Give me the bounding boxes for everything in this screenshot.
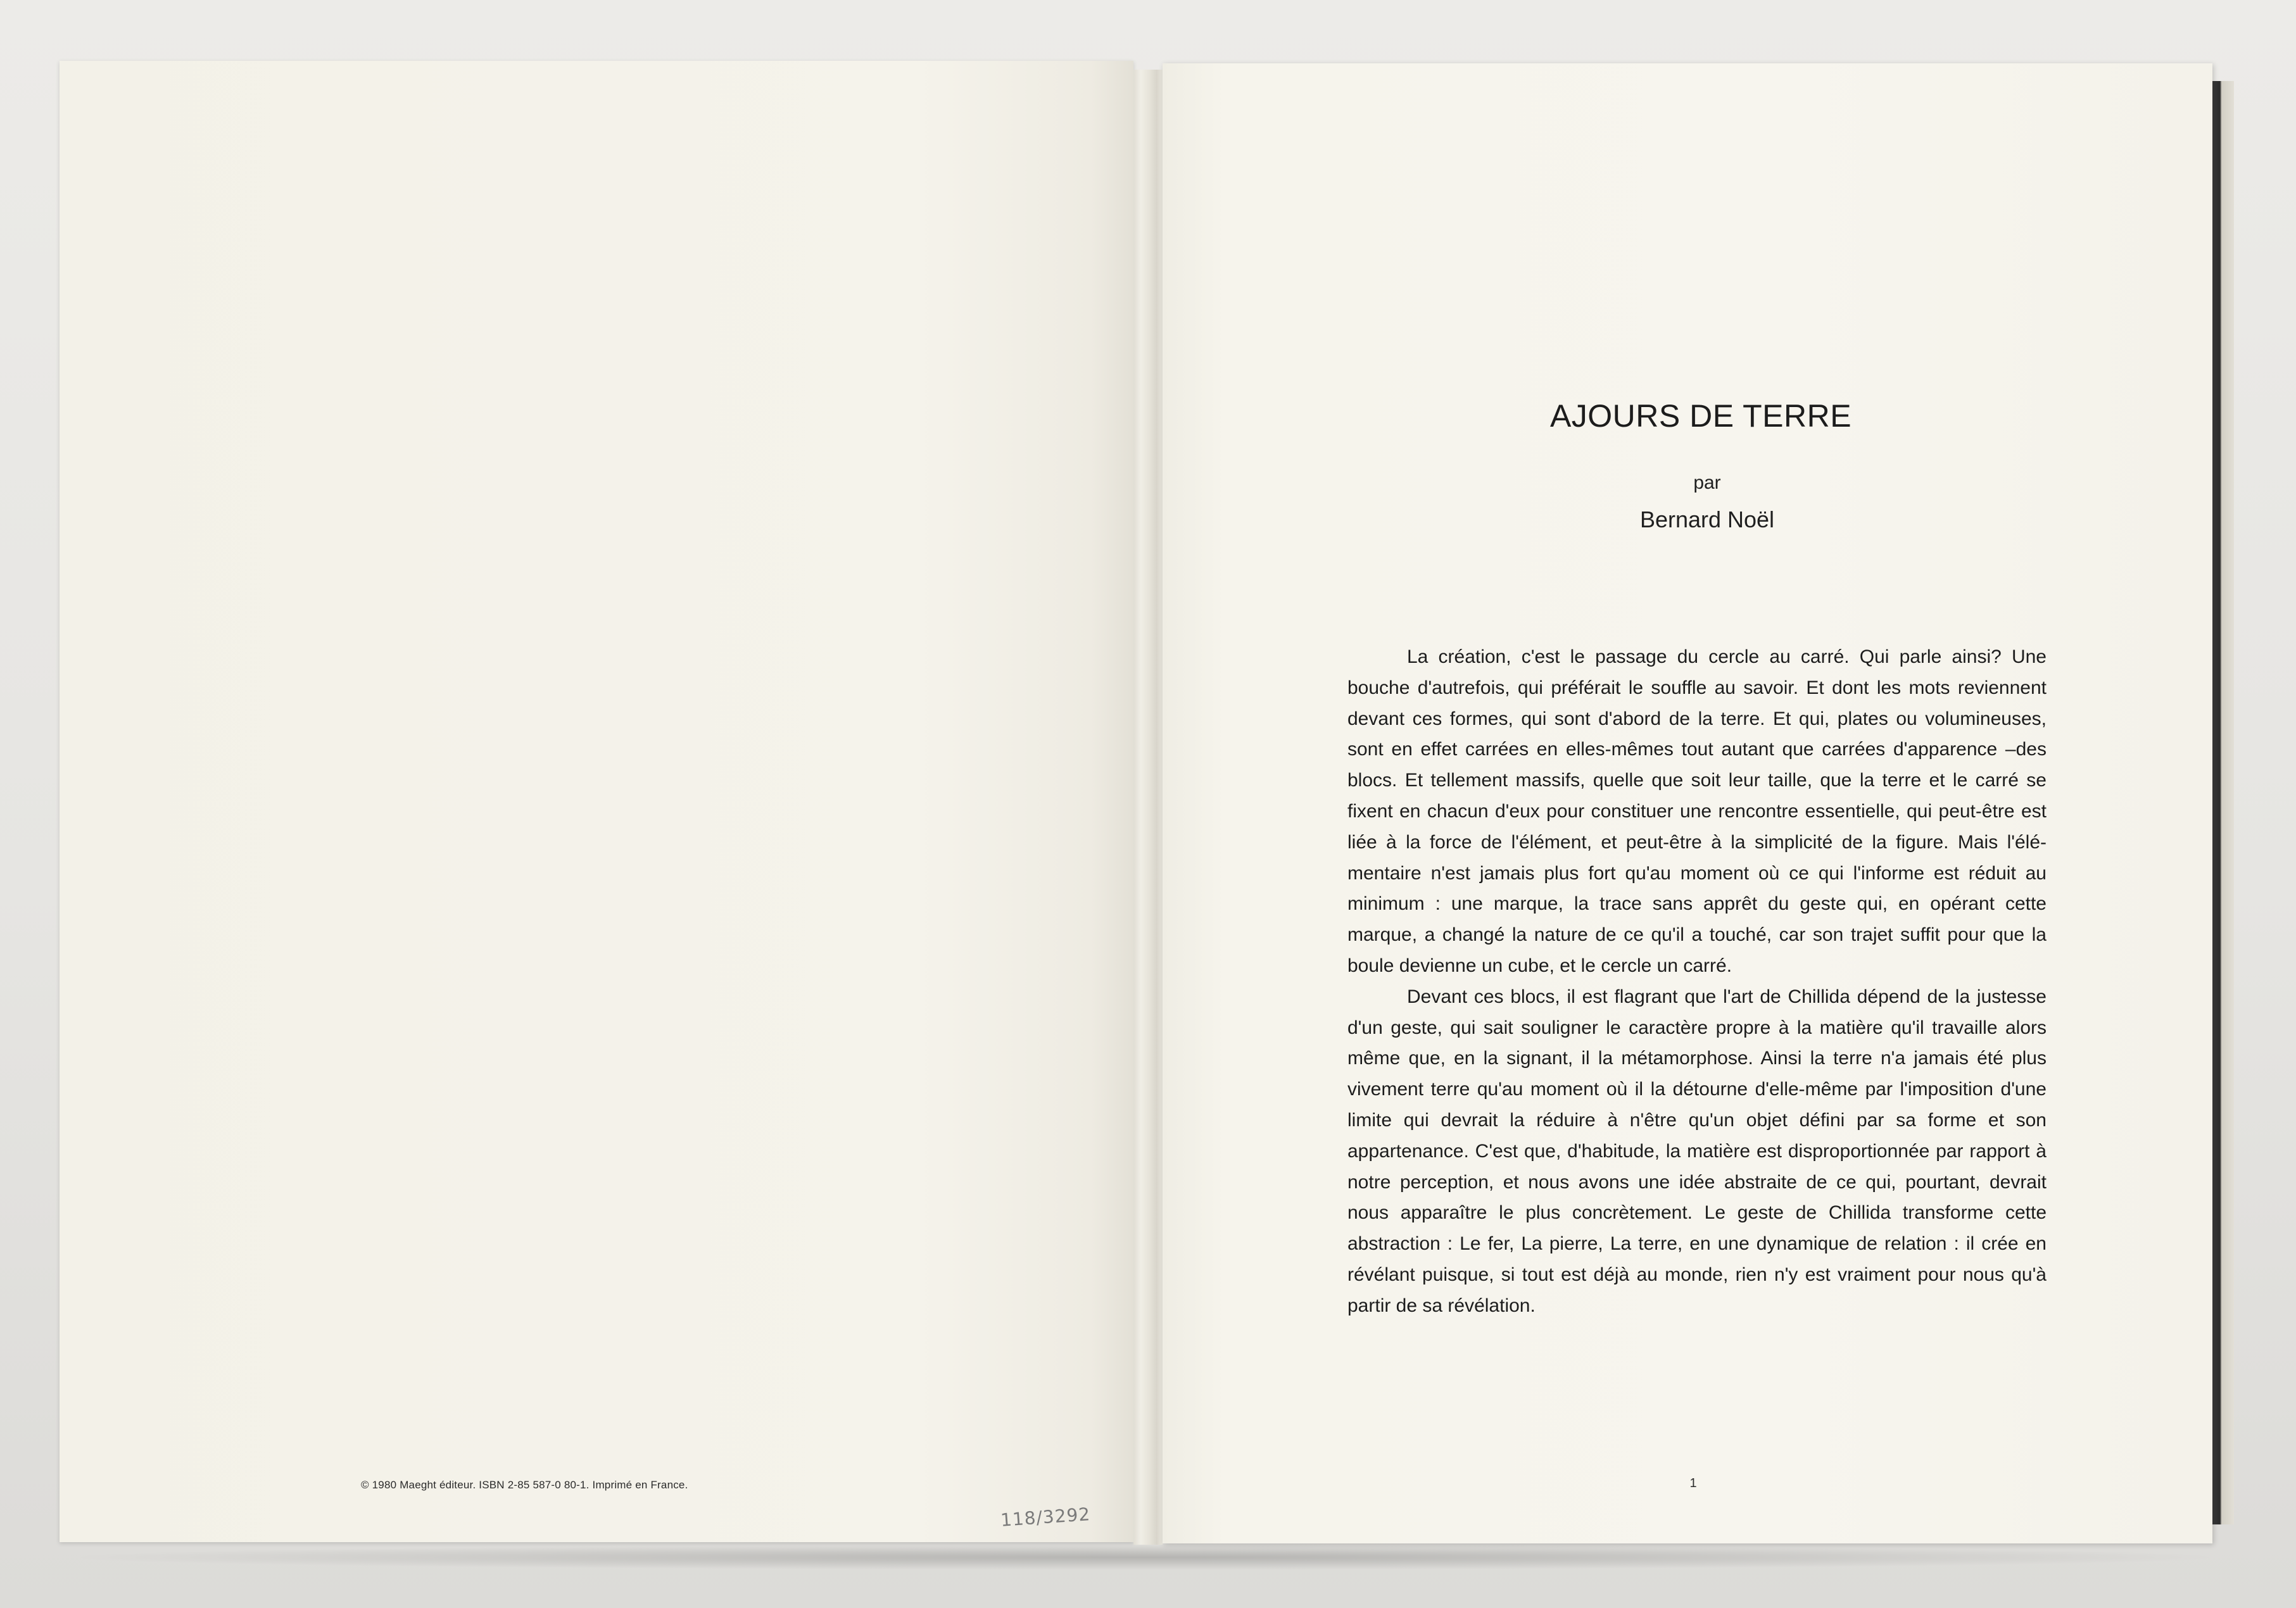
page-title: AJOURS DE TERRE: [1549, 398, 1852, 434]
left-page: [60, 61, 1133, 1542]
page-number: 1: [1689, 1476, 1697, 1490]
paragraph-1: La création, c'est le passage du cercle au carré. Qui parle ainsi? Une bouche d'autrefois, qui préférait le souffle au savoir. Et dont les mots reviennent devant ces formes, qui sont d'abord de la terre. Et qui, plates ou volumineuses, sont en effet carrées en elles-mêmes tout autant que carrées d'apparence –des blocs. Et tellement massifs, quelle que soit leur taille, que la terre et le carré se fixent en chacun d'eux pour constituer une rencontre essentielle, qui peut-être est liée à la force de l'élément, et peut-être à la simplicité de la figure. Mais l'élé-mentaire n'est jamais plus fort qu'au moment où ce qui l'informe est réduit au minimum : une marque, la trace sans apprêt du geste qui, en opérant cette marque, a changé la nature de ce qu'il a touché, car son trajet suffit pour que la boule devienne un cube, et le cercle un carré.: [1347, 646, 2047, 976]
book-shadow: [56, 1545, 2234, 1570]
copyright-notice: © 1980 Maeght éditeur. ISBN 2-85 587-0 80-1. Imprimé en France.: [361, 1479, 688, 1491]
paragraph-2: Devant ces blocs, il est flagrant que l'art de Chillida dépend de la justesse d'un geste, qui sait souligner le caractère propre à la matière qu'il travaille alors même que, en la signant, il la métamorphose. Ainsi la terre n'a jamais été plus vivement terre qu'au moment où il la détourne d'elle-même par l'imposition d'une limite qui devrait la réduire à n'être qu'un objet défini par sa forme et son appartenance. C'est que, d'habitude, la matière est disproportionnée par rapport à notre perception, et nous avons une idée abstraite de ce qui, pourtant, devrait nous apparaître le plus concrètement. Le geste de Chillida transforme cette abstraction : Le fer, La pierre, La terre, en une dynamique de relation : il crée en révélant puisque, si tout est déjà au monde, rien n'y est vraiment pour nous qu'à partir de sa révélation.: [1347, 986, 2047, 1316]
author-name: Bernard Noël: [1639, 506, 1775, 532]
byline-par: par: [1693, 472, 1721, 493]
handwritten-inventory-number: 118/3292: [1000, 1504, 1092, 1531]
body-text: [1347, 642, 2047, 1322]
spine-fold: [1133, 70, 1163, 1545]
